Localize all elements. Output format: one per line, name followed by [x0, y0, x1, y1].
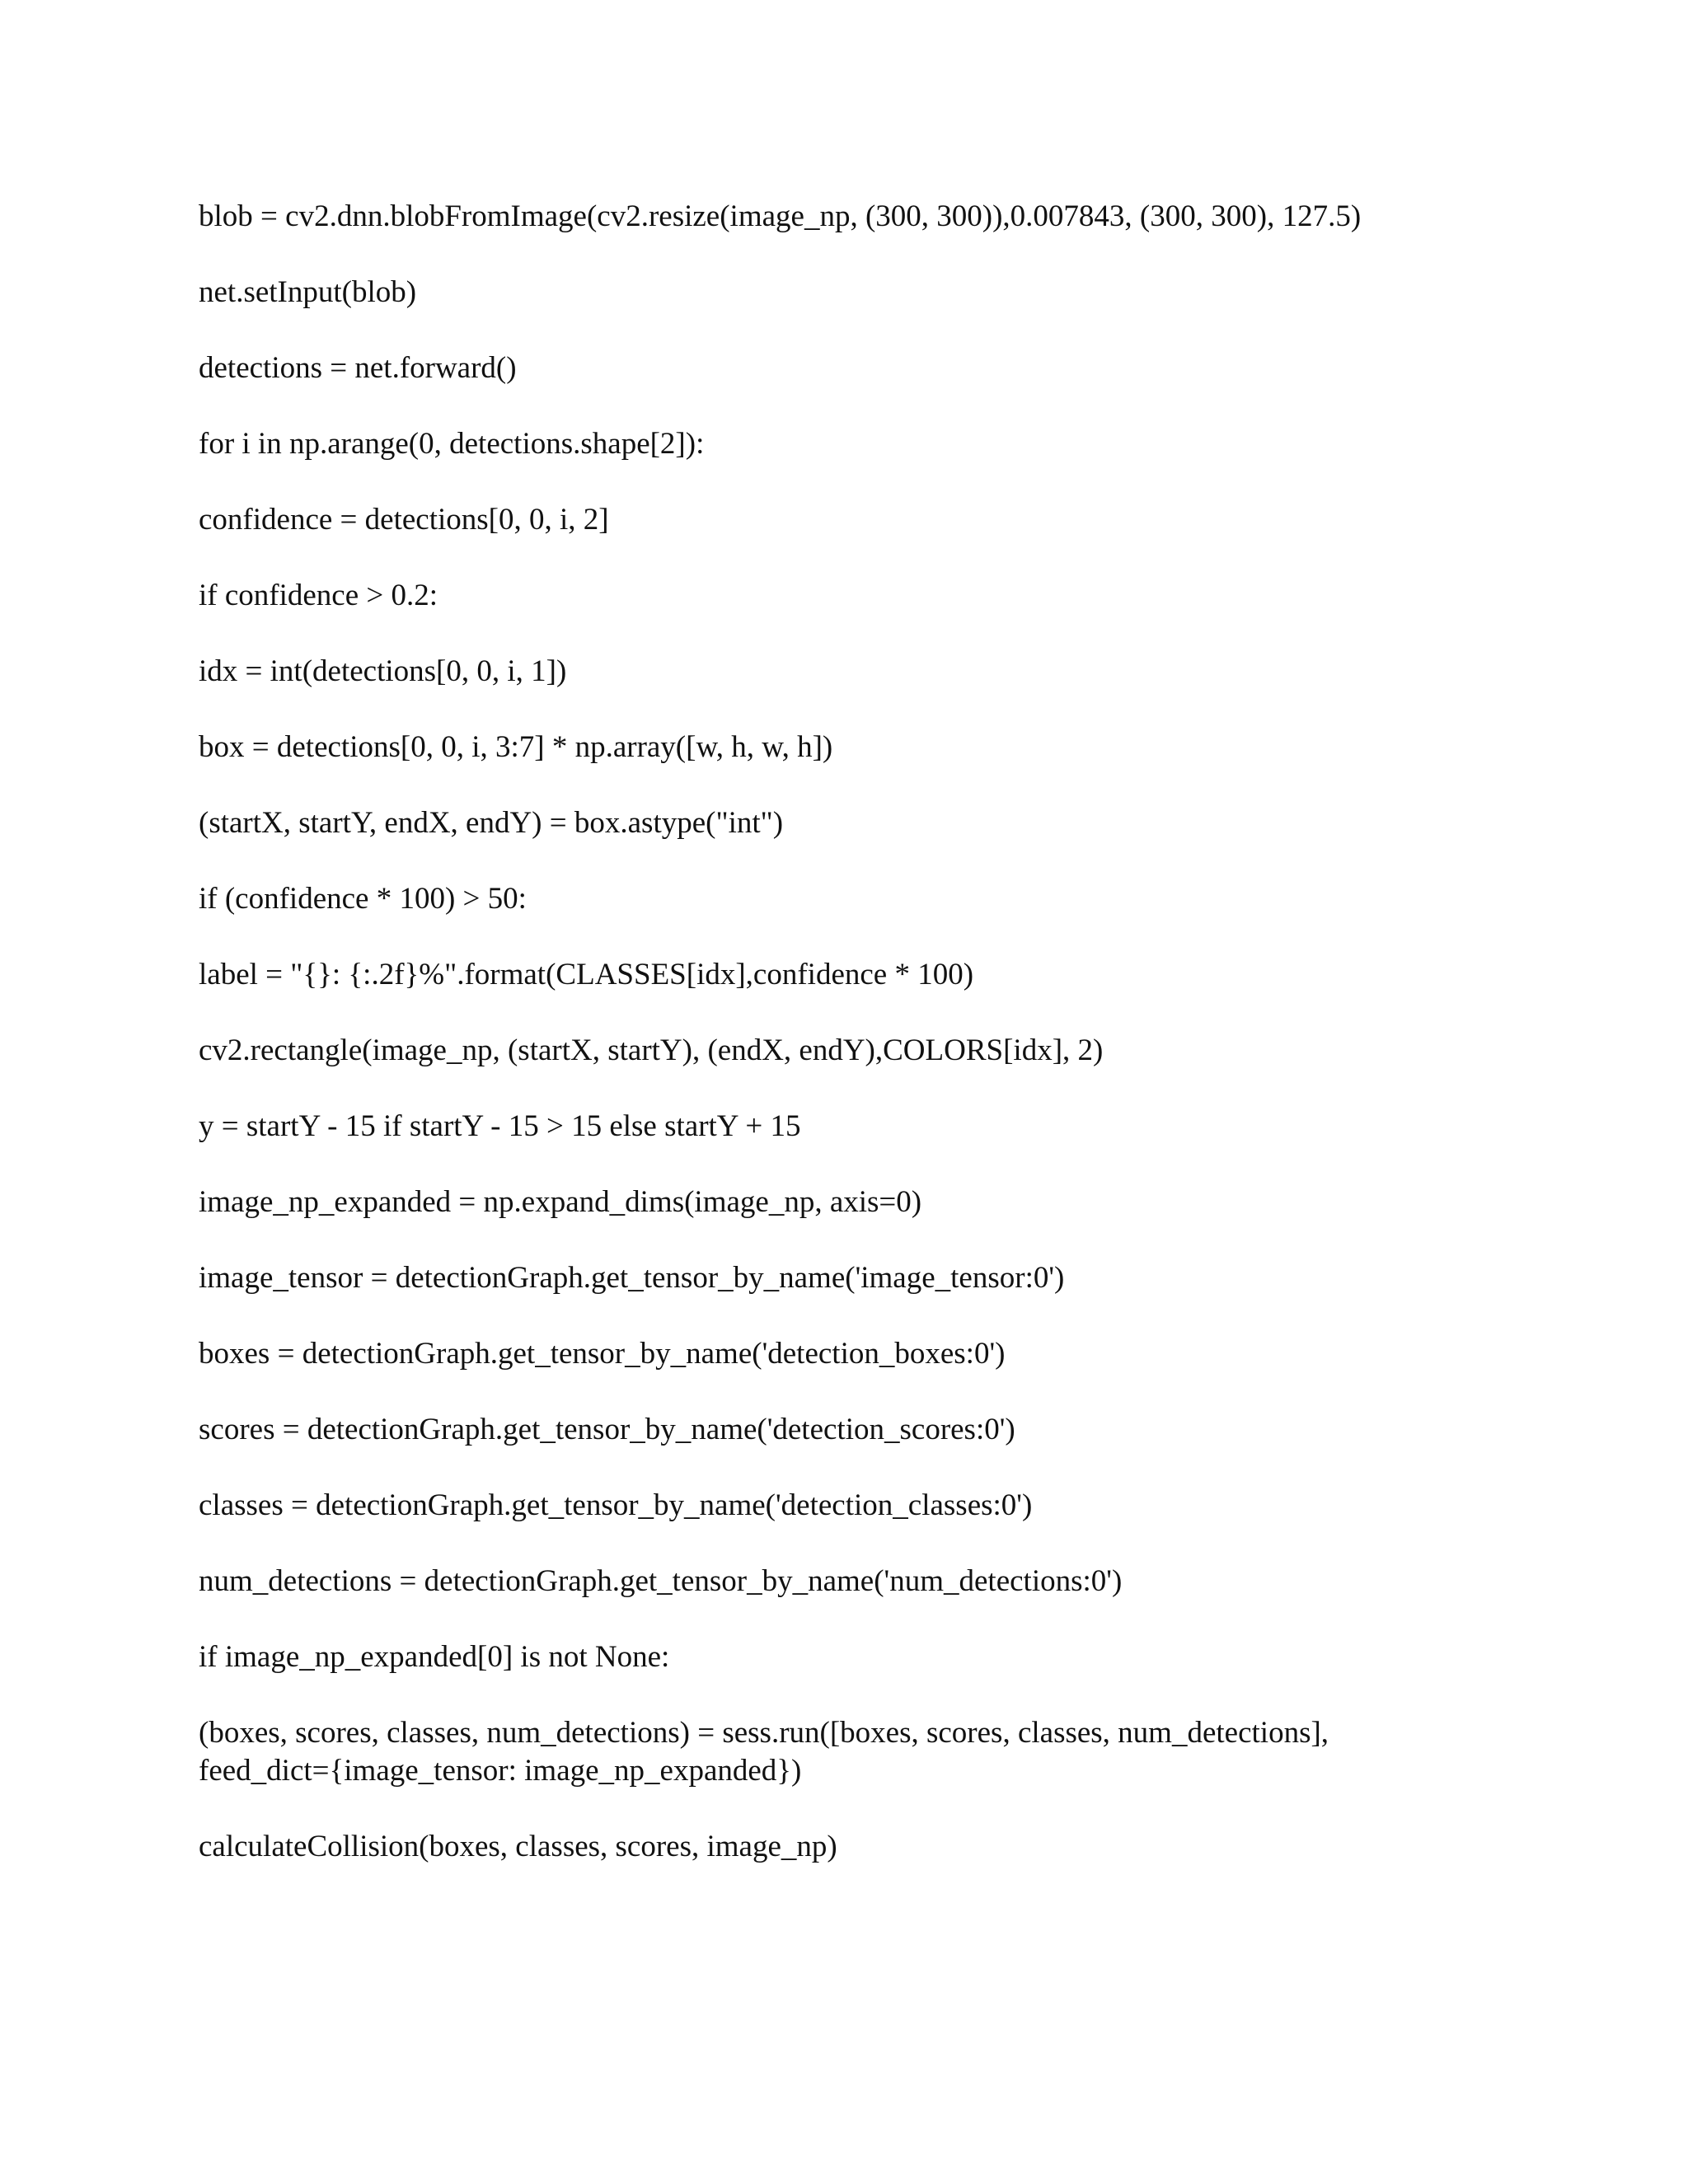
- code-line: classes = detectionGraph.get_tensor_by_name('detection_classes:0'): [199, 1488, 1033, 1522]
- code-line: num_detections = detectionGraph.get_tensor_by_name('num_detections:0'): [199, 1564, 1123, 1598]
- code-line: net.setInput(blob): [199, 275, 417, 309]
- code-line: box = detections[0, 0, i, 3:7] * np.array([w, h, w, h]): [199, 730, 833, 764]
- code-line: blob = cv2.dnn.blobFromImage(cv2.resize(image_np, (300, 300)),0.007843, (300, 300), 127.5): [199, 199, 1362, 233]
- code-line: if confidence > 0.2:: [199, 579, 438, 612]
- code-line: image_tensor = detectionGraph.get_tensor_by_name('image_tensor:0'): [199, 1261, 1065, 1295]
- code-line: y = startY - 15 if startY - 15 > 15 else startY + 15: [199, 1109, 801, 1143]
- code-line: if (confidence * 100) > 50:: [199, 882, 527, 916]
- code-line: if image_np_expanded[0] is not None:: [199, 1640, 670, 1674]
- code-line: detections = net.forward(): [199, 351, 517, 385]
- code-line: label = "{}: {:.2f}%".format(CLASSES[idx],confidence * 100): [199, 958, 974, 991]
- code-line: scores = detectionGraph.get_tensor_by_name('detection_scores:0'): [199, 1413, 1015, 1446]
- code-line: boxes = detectionGraph.get_tensor_by_name('detection_boxes:0'): [199, 1337, 1006, 1371]
- code-line: confidence = detections[0, 0, i, 2]: [199, 503, 609, 537]
- code-line: (startX, startY, endX, endY) = box.astype("int"): [199, 806, 784, 840]
- code-line: idx = int(detections[0, 0, i, 1]): [199, 654, 567, 688]
- code-line: cv2.rectangle(image_np, (startX, startY), (endX, endY),COLORS[idx], 2): [199, 1033, 1104, 1067]
- code-line: image_np_expanded = np.expand_dims(image_np, axis=0): [199, 1185, 922, 1219]
- code-line: calculateCollision(boxes, classes, scores, image_np): [199, 1830, 837, 1863]
- code-line: for i in np.arange(0, detections.shape[2]):: [199, 427, 705, 461]
- code-listing: [199, 198, 1600, 1904]
- code-line: (boxes, scores, classes, num_detections) = sess.run([boxes, scores, classes, num_detections], feed_dict={image_tensor: image_np_expanded}): [199, 1716, 1329, 1788]
